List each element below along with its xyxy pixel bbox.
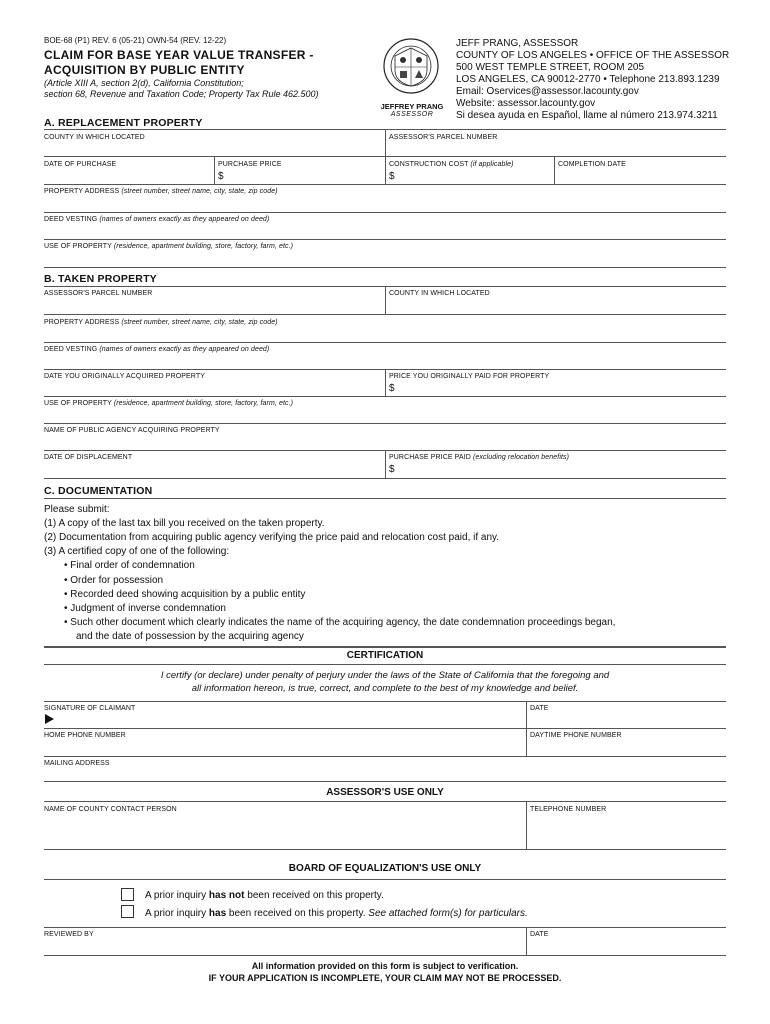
seal-name: JEFFREY PRANG [380,102,444,111]
assessor-address2: LOS ANGELES, CA 90012-2770 • Telephone 213.893.1239 [456,74,720,85]
home-phone-label: HOME PHONE NUMBER [44,732,126,739]
reviewed-by-label: REVIEWED BY [44,931,94,938]
b-purchase-price-paid-dollar: $ [389,464,395,475]
doc-bullet: • Order for possession [64,575,164,586]
assessor-office: COUNTY OF LOS ANGELES • OFFICE OF THE ASSESSOR [456,50,730,61]
a-vesting-label: DEED VESTING (names of owners exactly as they appeared on deed) [44,216,270,223]
doc-bullet: • Such other document which clearly indicates the name of the acquiring agency, the date condemnation proceedings began, [64,617,616,628]
form-subtitle-line1: (Article XIII A, section 2(d), California Constitution; [44,78,244,88]
b-price-paid-dollar: $ [389,383,395,394]
b-use-label: USE OF PROPERTY (residence, apartment building, store, factory, farm, etc.) [44,400,294,407]
footer-verification: All information provided on this form is subject to verification. [251,961,519,971]
a-date-purchase-label: DATE OF PURCHASE [44,161,117,168]
signature-arrow-icon [45,714,54,724]
a-purchase-price-label: PURCHASE PRICE [218,161,282,168]
no-prior-inquiry-label: A prior inquiry has not been received on this property. [145,890,384,901]
section-a-title: A. REPLACEMENT PROPERTY [44,117,203,129]
assessor-name: JEFF PRANG, ASSESSOR [456,38,579,49]
certification-title: CERTIFICATION [346,650,424,661]
form-id: BOE-68 (P1) REV. 6 (05-21) OWN-54 (REV. 12-22) [44,36,227,45]
section-b-title: B. TAKEN PROPERTY [44,273,157,285]
assessor-email: Email: Oservices@assessor.lacounty.gov [456,86,639,97]
a-construction-cost-label: CONSTRUCTION COST (if applicable) [389,161,514,168]
doc-item-3: (3) A certified copy of one of the following: [44,546,230,557]
assessor-address1: 500 WEST TEMPLE STREET, ROOM 205 [456,62,645,73]
doc-intro: Please submit: [44,504,110,515]
b-date-displacement-label: DATE OF DISPLACEMENT [44,454,133,461]
doc-item-2: (2) Documentation from acquiring public agency verifying the price paid and relocation cost paid, if any. [44,532,500,543]
section-c-title: C. DOCUMENTATION [44,485,153,497]
a-apn-label: ASSESSOR'S PARCEL NUMBER [389,134,498,141]
county-contact-label: NAME OF COUNTY CONTACT PERSON [44,806,177,813]
doc-bullet: • Recorded deed showing acquisition by a public entity [64,589,306,600]
b-apn-label: ASSESSOR'S PARCEL NUMBER [44,290,153,297]
doc-bullet-continuation: and the date of possession by the acquiring agency [76,631,304,642]
doc-bullet: • Final order of condemnation [64,560,195,571]
assessor-spanish: Si desea ayuda en Español, llame al número 213.974.3211 [456,110,718,121]
form-title-line1: CLAIM FOR BASE YEAR VALUE TRANSFER - [44,48,314,62]
form-subtitle-line2: section 68, Revenue and Taxation Code; Property Tax Rule 462.500) [44,89,319,99]
boe-date-label: DATE [530,931,549,938]
b-purchase-price-paid-label: PURCHASE PRICE PAID (excluding relocation benefits) [389,454,570,461]
b-vesting-label: DEED VESTING (names of owners exactly as they appeared on deed) [44,346,270,353]
cert-date-label: DATE [530,705,549,712]
a-use-label: USE OF PROPERTY (residence, apartment building, store, factory, farm, etc.) [44,243,294,250]
form-title-line2: ACQUISITION BY PUBLIC ENTITY [44,63,245,77]
signature-label: SIGNATURE OF CLAIMANT [44,705,136,712]
a-construction-cost-dollar: $ [389,171,395,182]
a-county-label: COUNTY IN WHICH LOCATED [44,134,145,141]
b-price-paid-label: PRICE YOU ORIGINALLY PAID FOR PROPERTY [389,373,550,380]
a-purchase-price-dollar: $ [218,171,224,182]
boe-use-title: BOARD OF EQUALIZATION'S USE ONLY [288,863,482,874]
certification-text-2: all information hereon, is true, correct, and complete to the best of my knowledge and belief. [191,683,579,694]
assessor-use-title: ASSESSOR'S USE ONLY [326,787,444,798]
daytime-phone-label: DAYTIME PHONE NUMBER [530,732,622,739]
mailing-address-label: MAILING ADDRESS [44,760,110,767]
seal-role: ASSESSOR [390,111,434,118]
b-agency-label: NAME OF PUBLIC AGENCY ACQUIRING PROPERTY [44,427,220,434]
prior-inquiry-label: A prior inquiry has been received on this property. See attached form(s) for particulars. [145,908,528,919]
assessor-website: Website: assessor.lacounty.gov [456,98,596,109]
prior-inquiry-checkbox[interactable] [121,905,134,918]
certification-text-1: I certify (or declare) under penalty of perjury under the laws of the State of California that the foregoing and [160,670,610,681]
footer-incomplete-warning: IF YOUR APPLICATION IS INCOMPLETE, YOUR CLAIM MAY NOT BE PROCESSED. [208,973,562,983]
county-seal [383,38,439,94]
assessor-telephone-label: TELEPHONE NUMBER [530,806,607,813]
doc-item-1: (1) A copy of the last tax bill you received on the taken property. [44,518,325,529]
a-completion-date-label: COMPLETION DATE [558,161,626,168]
no-prior-inquiry-checkbox[interactable] [121,888,134,901]
b-county-label: COUNTY IN WHICH LOCATED [389,290,490,297]
doc-bullet: • Judgment of inverse condemnation [64,603,226,614]
b-address-label: PROPERTY ADDRESS (street number, street name, city, state, zip code) [44,319,278,326]
b-date-acquired-label: DATE YOU ORIGINALLY ACQUIRED PROPERTY [44,373,205,380]
a-address-label: PROPERTY ADDRESS (street number, street name, city, state, zip code) [44,188,278,195]
